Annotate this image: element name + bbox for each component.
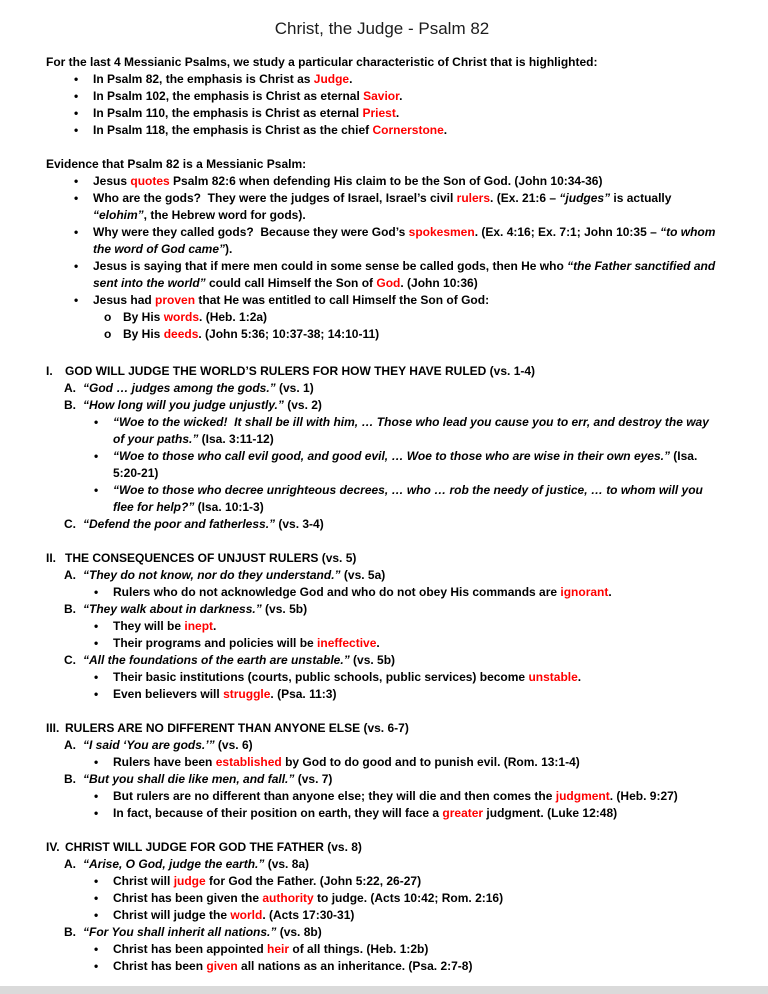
text: . — [213, 619, 217, 633]
quote-text: “Defend the poor and fatherless.” — [83, 517, 276, 531]
bullet-icon: • — [94, 755, 99, 769]
line-text — [83, 380, 718, 397]
emphasis-red-text: heir — [267, 942, 290, 956]
bullet-icon: • — [94, 415, 99, 429]
text: Rulers who do not acknowledge God and who do not obey His commands are — [113, 585, 561, 599]
text: CHRIST WILL JUDGE FOR GOD THE FATHER (vs. 8) — [65, 840, 362, 854]
outline-letter: A. — [64, 738, 76, 752]
bullet-item — [94, 669, 718, 686]
text: . (Ex. 4:16; Ex. 7:1; John 10:35 – — [474, 225, 661, 239]
line-text — [93, 122, 718, 139]
quote-text: “to whom the word of God came” — [93, 225, 719, 256]
bullet-item — [94, 788, 718, 805]
line-text — [113, 669, 718, 686]
bullet-icon: • — [94, 942, 99, 956]
bullet-item — [94, 448, 718, 482]
quote-text: “They walk about in darkness.” — [83, 602, 262, 616]
bullet-item — [94, 635, 718, 652]
bullet-item — [94, 890, 718, 907]
outline-point — [64, 397, 718, 414]
line-text — [93, 71, 718, 88]
bullet-icon: • — [74, 293, 79, 307]
line-text — [83, 397, 718, 414]
line-text — [83, 652, 718, 669]
text: RULERS ARE NO DIFFERENT THAN ANYONE ELSE (vs. 6-7) — [65, 721, 409, 735]
bullet-icon: • — [94, 483, 99, 497]
bullet-icon: • — [94, 789, 99, 803]
line-text — [83, 737, 718, 754]
quote-text: “judges” — [559, 191, 611, 205]
line-text — [93, 224, 718, 258]
text: In fact, because of their position on earth, they will face a — [113, 806, 443, 820]
line-text — [113, 788, 718, 805]
bullet-item — [94, 907, 718, 924]
text: In Psalm 102, the emphasis is Christ as eternal — [93, 89, 364, 103]
bullet-icon: • — [74, 225, 79, 239]
sub-bullet-item — [104, 309, 718, 326]
document-body — [46, 54, 718, 975]
line-text — [113, 805, 718, 822]
line-text — [123, 326, 718, 343]
quote-text: “How long will you judge unjustly.” — [83, 398, 284, 412]
emphasis-red-text: judgment — [555, 789, 610, 803]
bullet-item — [94, 754, 718, 771]
text: judgment. (Luke 12:48) — [483, 806, 618, 820]
bullet-item — [74, 88, 718, 105]
section-heading — [46, 720, 718, 737]
line-text — [113, 414, 718, 448]
emphasis-red-text: ineffective — [317, 636, 377, 650]
emphasis-red-text: Priest — [362, 106, 396, 120]
text: (vs. 8b) — [276, 925, 322, 939]
quote-text: “God … judges among the gods.” — [83, 381, 276, 395]
blank-line — [46, 533, 718, 550]
sub-bullet-item — [104, 326, 718, 343]
emphasis-red-text: God — [376, 276, 401, 290]
page-bottom-edge — [0, 986, 768, 994]
text: Even believers will — [113, 687, 224, 701]
bullet-icon: • — [74, 106, 79, 120]
line-text — [83, 516, 718, 533]
outline-point — [64, 380, 718, 397]
text: Their basic institutions (courts, public schools, public services) become — [113, 670, 529, 684]
line-text — [113, 941, 718, 958]
text: ). — [225, 242, 233, 256]
bullet-item — [74, 292, 718, 309]
text: By His — [123, 310, 164, 324]
emphasis-red-text: Savior — [363, 89, 400, 103]
line-text — [113, 482, 718, 516]
quote-text: “For You shall inherit all nations.” — [83, 925, 277, 939]
text: that He was entitled to call Himself the Son of God: — [195, 293, 490, 307]
bullet-item — [94, 482, 718, 516]
paragraph-line — [46, 156, 718, 173]
line-text — [113, 958, 718, 975]
text: Psalm 82:6 when defending His claim to be the Son of God. (John 10:34-36) — [169, 174, 603, 188]
text: (Isa. 3:11-12) — [198, 432, 274, 446]
outline-letter: C. — [64, 517, 76, 531]
text: (vs. 1) — [275, 381, 314, 395]
circle-bullet-icon: o — [104, 310, 112, 324]
emphasis-red-text: quotes — [130, 174, 170, 188]
section-heading — [46, 363, 718, 380]
bullet-item — [74, 224, 718, 258]
quote-text: “Woe to those who decree unrighteous decrees, … who … rob the needy of justice, … to whom will you flee for help?” — [113, 483, 707, 514]
bullet-item — [74, 71, 718, 88]
text: . — [577, 670, 582, 684]
bullet-item — [74, 190, 718, 224]
text: Why were they called gods? Because they were God’s — [93, 225, 409, 239]
text: all nations as an inheritance. (Psa. 2:7-8) — [237, 959, 473, 973]
emphasis-red-text: proven — [155, 293, 196, 307]
text: . — [608, 585, 612, 599]
line-text — [113, 584, 718, 601]
bullet-item — [94, 958, 718, 975]
emphasis-red-text: authority — [262, 891, 314, 905]
text: Who are the gods? They were the judges of Israel, Israel’s civil — [93, 191, 457, 205]
quote-text: “They do not know, nor do they understand.” — [83, 568, 341, 582]
line-text — [93, 88, 718, 105]
line-text — [65, 363, 718, 380]
text: Rulers have been — [113, 755, 216, 769]
outline-letter: B. — [64, 602, 76, 616]
text: (vs. 5b) — [261, 602, 308, 616]
outline-letter: B. — [64, 398, 76, 412]
line-text — [123, 309, 718, 326]
line-text — [113, 754, 718, 771]
text: (vs. 5a) — [340, 568, 386, 582]
emphasis-red-text: struggle — [223, 687, 271, 701]
text: . (Ex. 21:6 – — [490, 191, 560, 205]
line-text — [113, 448, 718, 482]
text: , the Hebrew word for gods). — [143, 208, 306, 222]
text: to judge. (Acts 10:42; Rom. 2:16) — [313, 891, 504, 905]
bullet-icon: • — [94, 636, 99, 650]
outline-point — [64, 737, 718, 754]
quote-text: “But you shall die like men, and fall.” — [83, 772, 295, 786]
line-text — [46, 54, 718, 71]
quote-text: “Arise, O God, judge the earth.” — [83, 857, 265, 871]
text: Evidence that Psalm 82 is a Messianic Psalm: — [46, 157, 307, 171]
emphasis-red-text: established — [215, 755, 282, 769]
bullet-icon: • — [74, 89, 79, 103]
outline-letter: A. — [64, 381, 76, 395]
line-text — [83, 567, 718, 584]
emphasis-red-text: given — [206, 959, 238, 973]
bullet-item — [94, 414, 718, 448]
text: (vs. 6) — [214, 738, 253, 752]
bullet-icon: • — [94, 449, 99, 463]
blank-line — [46, 822, 718, 839]
text: Christ will — [113, 874, 174, 888]
circle-bullet-icon: o — [104, 327, 112, 341]
text: . (Acts 17:30-31) — [262, 908, 355, 922]
blank-line — [46, 703, 718, 720]
outline-letter: B. — [64, 772, 76, 786]
text: THE CONSEQUENCES OF UNJUST RULERS (vs. 5) — [65, 551, 357, 565]
quote-text: “I said ‘You are gods.’” — [83, 738, 215, 752]
line-text — [93, 292, 718, 309]
emphasis-red-text: greater — [442, 806, 484, 820]
outline-point — [64, 771, 718, 788]
line-text — [113, 635, 718, 652]
text: (vs. 2) — [283, 398, 322, 412]
text: Jesus is saying that if mere men could in some sense be called gods, then He who — [93, 259, 568, 273]
text: of all things. (Heb. 1:2b) — [289, 942, 429, 956]
emphasis-red-text: judge — [173, 874, 206, 888]
text: Their programs and policies will be — [113, 636, 318, 650]
text: . — [443, 123, 448, 137]
line-text — [83, 856, 718, 873]
text: Christ will judge the — [113, 908, 231, 922]
line-text — [113, 890, 718, 907]
line-text — [93, 190, 718, 224]
bullet-item — [94, 686, 718, 703]
emphasis-red-text: rulers — [456, 191, 491, 205]
quote-text: “Woe to the wicked! It shall be ill with him, … Those who lead you cause you to err, and destroy the way of your paths.” — [113, 415, 713, 446]
text: They will be — [113, 619, 185, 633]
text: (Isa. 10:1-3) — [194, 500, 264, 514]
emphasis-red-text: ignorant — [560, 585, 609, 599]
text: . (John 5:36; 10:37-38; 14:10-11) — [198, 327, 380, 341]
outline-point — [64, 924, 718, 941]
outline-point — [64, 567, 718, 584]
section-heading — [46, 550, 718, 567]
text: . (Heb. 9:27) — [609, 789, 678, 803]
line-text — [83, 601, 718, 618]
outline-point — [64, 516, 718, 533]
outline-point — [64, 856, 718, 873]
emphasis-red-text: unstable — [528, 670, 578, 684]
bullet-icon: • — [74, 259, 79, 273]
bullet-icon: • — [74, 174, 79, 188]
outline-letter: C. — [64, 653, 76, 667]
section-number: III. — [46, 721, 60, 735]
bullet-icon: • — [94, 874, 99, 888]
line-text — [113, 618, 718, 635]
text: is actually — [610, 191, 675, 205]
emphasis-red-text: words — [163, 310, 200, 324]
outline-letter: B. — [64, 925, 76, 939]
bullet-item — [94, 584, 718, 601]
bullet-item — [94, 873, 718, 890]
text: (vs. 3-4) — [275, 517, 324, 531]
emphasis-red-text: deeds — [163, 327, 199, 341]
line-text — [93, 173, 718, 190]
bullet-item — [74, 173, 718, 190]
text: But rulers are no different than anyone else; they will die and then comes the — [113, 789, 556, 803]
outline-point — [64, 601, 718, 618]
section-number: IV. — [46, 840, 60, 854]
section-number: I. — [46, 364, 53, 378]
text: In Psalm 118, the emphasis is Christ as the chief — [93, 123, 373, 137]
bullet-icon: • — [74, 72, 79, 86]
bullet-icon: • — [94, 670, 99, 684]
emphasis-red-text: inept — [184, 619, 214, 633]
outline-letter: A. — [64, 857, 76, 871]
text: In Psalm 110, the emphasis is Christ as eternal — [93, 106, 363, 120]
quote-text: “elohim” — [93, 208, 144, 222]
line-text — [93, 105, 718, 122]
quote-text: “the Father sanctified and sent into the world” — [93, 259, 719, 290]
line-text — [113, 686, 718, 703]
bullet-item — [94, 941, 718, 958]
text: . (John 10:36) — [400, 276, 478, 290]
text: Jesus had — [93, 293, 156, 307]
line-text — [65, 839, 718, 856]
line-text — [65, 550, 718, 567]
line-text — [93, 258, 718, 292]
text: . — [376, 636, 380, 650]
text: (vs. 7) — [294, 772, 333, 786]
text: . — [349, 72, 353, 86]
bullet-icon: • — [94, 619, 99, 633]
text: In Psalm 82, the emphasis is Christ as — [93, 72, 314, 86]
text: (vs. 8a) — [264, 857, 310, 871]
section-number: II. — [46, 551, 57, 565]
line-text — [113, 907, 718, 924]
text: Christ has been appointed — [113, 942, 268, 956]
outline-letter: A. — [64, 568, 76, 582]
bullet-icon: • — [74, 123, 79, 137]
text: Jesus — [93, 174, 131, 188]
text: . — [399, 89, 403, 103]
line-text — [83, 924, 718, 941]
paragraph-line — [46, 54, 718, 71]
outline-point — [64, 652, 718, 669]
text: could call Himself the Son of — [205, 276, 377, 290]
bullet-icon: • — [74, 191, 79, 205]
text: . (Psa. 11:3) — [270, 687, 337, 701]
text: By His — [123, 327, 164, 341]
line-text — [46, 156, 718, 173]
bullet-icon: • — [94, 585, 99, 599]
bullet-icon: • — [94, 959, 99, 973]
bullet-icon: • — [94, 891, 99, 905]
text: GOD WILL JUDGE THE WORLD’S RULERS FOR HOW THEY HAVE RULED (vs. 1-4) — [65, 364, 536, 378]
page-title: Christ, the Judge - Psalm 82 — [274, 19, 490, 38]
section-heading — [46, 839, 718, 856]
text: For the last 4 Messianic Psalms, we study a particular characteristic of Christ that is highlighted: — [46, 55, 598, 69]
bullet-icon: • — [94, 687, 99, 701]
text: Christ has been given the — [113, 891, 263, 905]
bullet-item — [94, 805, 718, 822]
quote-text: “Woe to those who call evil good, and good evil, … Woe to those who are wise in their own eyes.” — [113, 449, 670, 463]
text: . (Heb. 1:2a) — [199, 310, 268, 324]
emphasis-red-text: Cornerstone — [372, 123, 444, 137]
line-text — [83, 771, 718, 788]
line-text — [65, 720, 718, 737]
emphasis-red-text: spokesmen — [408, 225, 475, 239]
bullet-icon: • — [94, 806, 99, 820]
text: Christ has been — [113, 959, 207, 973]
emphasis-red-text: Judge — [313, 72, 350, 86]
text: (Isa. 5:20-21) — [113, 449, 701, 480]
quote-text: “All the foundations of the earth are unstable.” — [83, 653, 350, 667]
blank-line — [46, 139, 718, 156]
blank-line — [46, 343, 718, 363]
text: (vs. 5b) — [349, 653, 396, 667]
line-text — [113, 873, 718, 890]
bullet-item — [94, 618, 718, 635]
bullet-item — [74, 258, 718, 292]
text: for God the Father. (John 5:22, 26-27) — [205, 874, 422, 888]
bullet-item — [74, 122, 718, 139]
bullet-item — [74, 105, 718, 122]
bullet-icon: • — [94, 908, 99, 922]
text: . — [395, 106, 400, 120]
text: by God to do good and to punish evil. (Rom. 13:1-4) — [281, 755, 580, 769]
emphasis-red-text: world — [230, 908, 263, 922]
